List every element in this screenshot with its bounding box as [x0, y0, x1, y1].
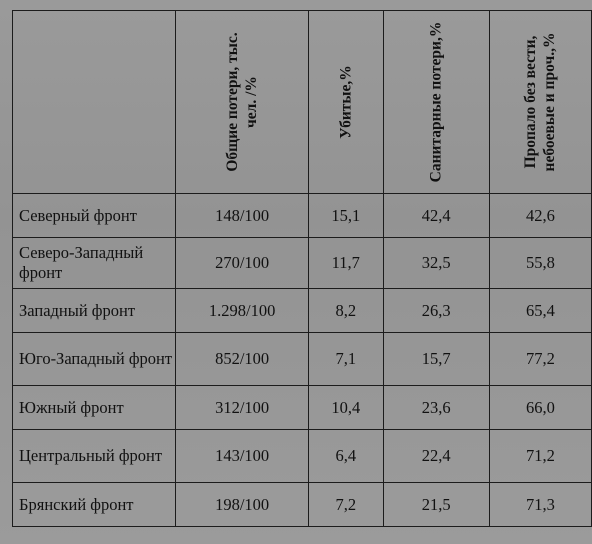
sanitary-percent: 32,5	[383, 238, 489, 289]
front-name: Западный фронт	[13, 289, 176, 333]
total-losses: 852/100	[176, 333, 308, 386]
missing-percent: 55,8	[489, 238, 591, 289]
header-cell-missing	[489, 11, 591, 194]
killed-percent: 6,4	[308, 430, 383, 483]
killed-percent: 10,4	[308, 386, 383, 430]
front-name: Юго-Западный фронт	[13, 333, 176, 386]
sanitary-percent: 21,5	[383, 483, 489, 527]
sanitary-percent: 15,7	[383, 333, 489, 386]
header-missing: Пропало без вести, небоевые и проч.,%	[522, 32, 559, 172]
table-row	[13, 430, 592, 483]
total-losses: 1.298/100	[176, 289, 308, 333]
killed-percent: 8,2	[308, 289, 383, 333]
killed-percent: 7,1	[308, 333, 383, 386]
total-losses: 198/100	[176, 483, 308, 527]
table-row	[13, 289, 592, 333]
missing-percent: 71,2	[489, 430, 591, 483]
header-cell-sanitary	[383, 11, 489, 194]
killed-percent: 11,7	[308, 238, 383, 289]
missing-percent: 71,3	[489, 483, 591, 527]
header-corner-cell	[13, 11, 176, 194]
front-name: Брянский фронт	[13, 483, 176, 527]
header-sanitary: Санитарные потери,%	[427, 21, 445, 183]
table-row	[13, 238, 592, 289]
front-name: Северный фронт	[13, 194, 176, 238]
sanitary-percent: 23,6	[383, 386, 489, 430]
missing-percent: 66,0	[489, 386, 591, 430]
missing-percent: 65,4	[489, 289, 591, 333]
killed-percent: 7,2	[308, 483, 383, 527]
header-row	[13, 11, 592, 194]
sanitary-percent: 42,4	[383, 194, 489, 238]
killed-percent: 15,1	[308, 194, 383, 238]
total-losses: 148/100	[176, 194, 308, 238]
total-losses: 312/100	[176, 386, 308, 430]
table-row	[13, 194, 592, 238]
sanitary-percent: 22,4	[383, 430, 489, 483]
table-row	[13, 333, 592, 386]
header-killed: Убитые,%	[337, 65, 355, 139]
table-row	[13, 483, 592, 527]
table-row	[13, 386, 592, 430]
front-name: Центральный фронт	[13, 430, 176, 483]
losses-table	[12, 10, 592, 527]
total-losses: 143/100	[176, 430, 308, 483]
header-cell-total-losses	[176, 11, 308, 194]
front-name: Северо-Западный фронт	[13, 238, 176, 289]
front-name: Южный фронт	[13, 386, 176, 430]
missing-percent: 42,6	[489, 194, 591, 238]
missing-percent: 77,2	[489, 333, 591, 386]
header-cell-killed	[308, 11, 383, 194]
sanitary-percent: 26,3	[383, 289, 489, 333]
header-total-losses: Общие потери, тыс. чел. /%	[224, 32, 261, 172]
total-losses: 270/100	[176, 238, 308, 289]
